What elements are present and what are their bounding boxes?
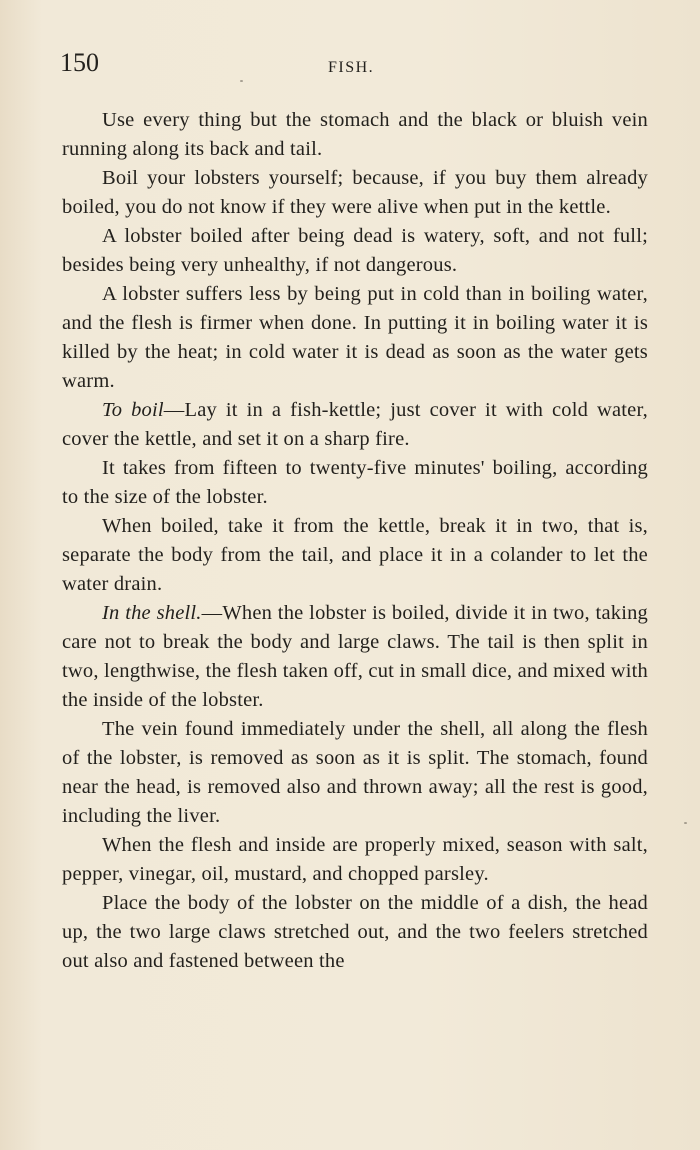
paragraph [62, 454, 648, 512]
paragraph-text: Place the body of the lobster on the middle of a dish, the head up, the two large claws stretched out, and the two feelers stretched out also and fastened between the [62, 892, 648, 972]
paragraph-lead: In the shell. [102, 602, 202, 624]
paragraph [62, 280, 648, 396]
paragraph [62, 222, 648, 280]
paragraph [62, 164, 648, 222]
paragraph [62, 831, 648, 889]
running-head: FISH. [328, 59, 375, 76]
paragraph-text: Boil your lobsters yourself; because, if you buy them already boiled, you do not know if they were alive when put in the kettle. [62, 167, 648, 218]
paragraph [62, 715, 648, 831]
paragraph [62, 889, 648, 976]
paragraph-text: Use every thing but the stomach and the black or bluish vein running along its back and tail. [62, 109, 648, 160]
paragraph-text: —Lay it in a fish-kettle; just cover it with cold water, cover the kettle, and set it on a sharp fire. [62, 399, 648, 450]
paragraph-text: —When the lobster is boiled, divide it in two, taking care not to break the body and large claws. The tail is then split in two, lengthwise, the flesh taken off, cut in small dice, and mixed with the inside of the lobster. [62, 602, 648, 711]
paragraph-text: When the flesh and inside are properly mixed, season with salt, pepper, vinegar, oil, mustard, and chopped parsley. [62, 834, 648, 885]
paragraph-text: A lobster suffers less by being put in cold than in boiling water, and the flesh is firmer when done. In putting it in boiling water it is killed by the heat; in cold water it is dead as soon as the water gets warm. [62, 283, 648, 392]
paragraph-text: It takes from fifteen to twenty-five minutes' boiling, according to the size of the lobster. [62, 457, 648, 508]
paragraph [62, 512, 648, 599]
paragraph [62, 106, 648, 164]
page-number: 150 [60, 48, 99, 77]
paragraph-text: A lobster boiled after being dead is watery, soft, and not full; besides being very unhealthy, if not dangerous. [62, 225, 648, 276]
paragraph-text: When boiled, take it from the kettle, break it in two, that is, separate the body from the tail, and place it in a colander to let the water drain. [62, 515, 648, 595]
paragraph-lead: To boil [102, 399, 164, 421]
paragraph-text: The vein found immediately under the shell, all along the flesh of the lobster, is removed as soon as it is split. The stomach, found near the head, is removed also and thrown away; all the rest is good, including the liver. [62, 718, 648, 827]
body-text [62, 106, 648, 976]
paper-speck [240, 80, 243, 82]
paragraph [62, 599, 648, 715]
page-header [60, 48, 650, 88]
paper-speck [684, 822, 687, 824]
paragraph [62, 396, 648, 454]
